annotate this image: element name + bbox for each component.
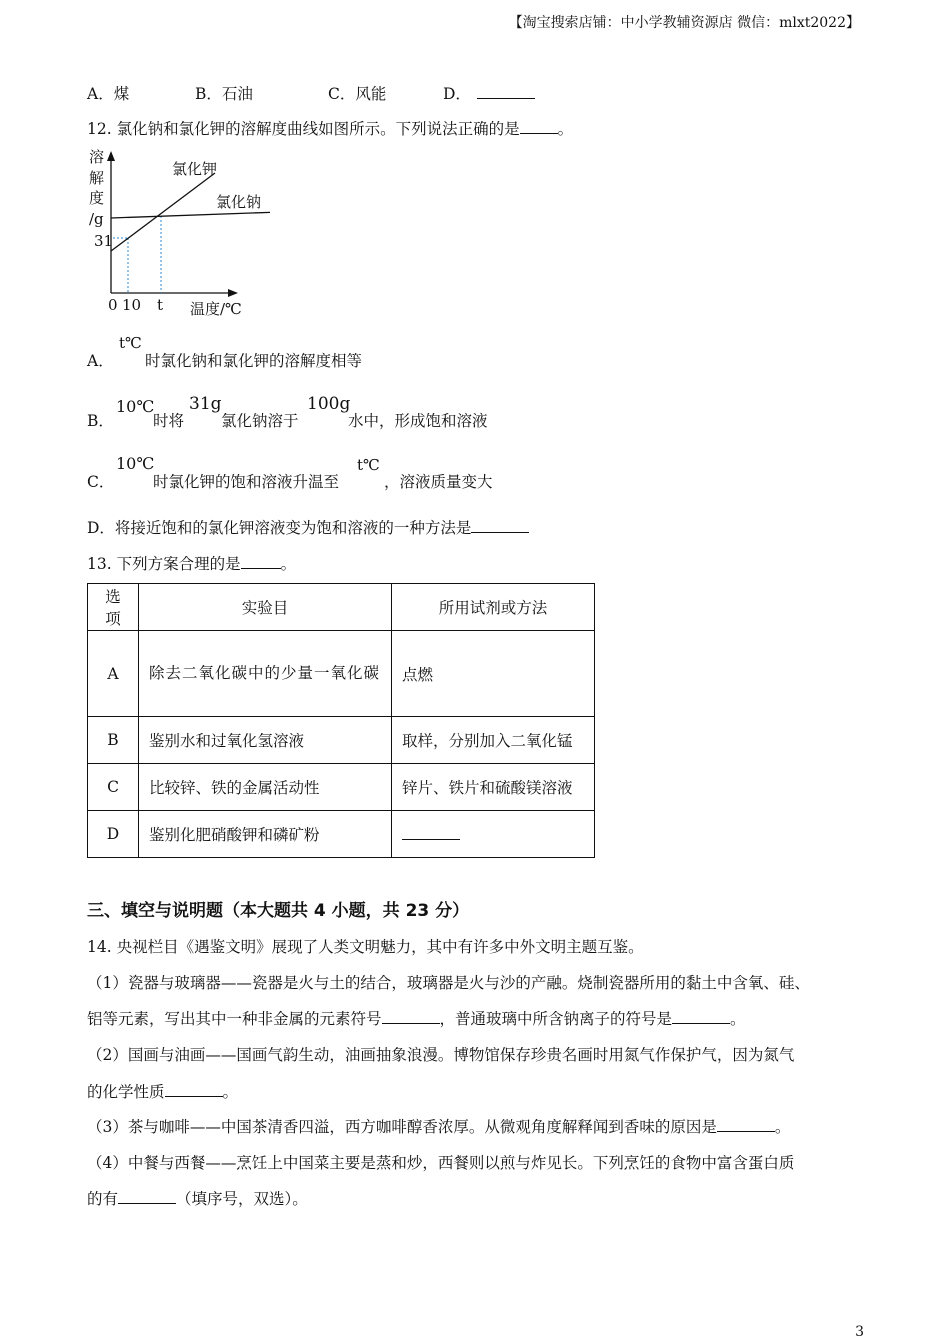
row-purpose: 鉴别水和过氧化氢溶液 [139,717,392,764]
q14-part2-line1: （2）国画与油画——国画气韵生动，油画抽象浪漫。博物馆保存珍贵名画时用氮气作保护气，因为氮气 [87,1046,795,1064]
q12-stem [87,117,573,139]
answer-blank [382,1008,440,1025]
q12-option-c-prefix: C． [87,473,115,491]
answer-blank [672,1008,730,1025]
ylabel-char-2: 解 [89,169,105,187]
answer-blank [471,517,529,534]
header-method: 所用试剂或方法 [392,584,595,631]
answer-blank [402,824,460,841]
q14-part2-text-a: 的化学性质 [87,1083,165,1101]
ylabel-char-3: 度 [89,189,105,207]
q11-option-b: B．石油 [195,85,253,103]
q12-option-a-text: 时氯化钠和氯化钾的溶解度相等 [145,352,363,370]
series-line-kcl [111,173,215,251]
q14-part1-line1: （1）瓷器与玻璃器——瓷器是火与土的结合，玻璃器是火与沙的产融。烧制瓷器所用的黏土中含氧、硅、 [87,974,810,992]
q12-option-b-water: 100g [307,394,351,414]
q13-table [87,583,595,858]
answer-blank [717,1116,775,1133]
q12-option-b-text3: 水中，形成饱和溶液 [348,412,488,430]
q12-option-d-text: D．将接近饱和的氯化钾溶液变为饱和溶液的一种方法是 [87,519,472,537]
q14-part3-text-b: 。 [774,1118,791,1136]
q11-option-c: C．风能 [328,85,387,103]
header-purpose: 实验目 [139,584,392,631]
page-header: 【淘宝搜索店铺：中小学教辅资源店 微信：mlxt2022】 [508,15,860,31]
q14-part3-text-a: （3）茶与咖啡——中国茶清香四溢，西方咖啡醇香浓厚。从微观角度解释闻到香味的原因是 [87,1118,717,1136]
q12-option-b-prefix: B． [87,412,114,430]
answer-blank [165,1081,223,1098]
q12-option-d [87,516,529,538]
q12-option-b-text1: 时将 [153,412,185,430]
q12-option-b-temp: 10℃ [116,397,155,416]
x-axis-arrow [228,289,238,297]
q12-stem-text: 12. 氯化钠和氯化钾的溶解度曲线如图所示。下列说法正确的是 [87,120,520,138]
q14-part2-line2 [87,1080,238,1102]
q12-option-b-text2: 氯化钠溶于 [221,412,299,430]
q14-part2-text-b: 。 [222,1083,239,1101]
q14-part3 [87,1115,790,1137]
q12-option-c-temp2: t℃ [357,456,380,474]
row-purpose: 鉴别化肥硝酸钾和磷矿粉 [139,811,392,858]
answer-blank [477,83,535,100]
row-method: 取样，分别加入二氧化锰 [392,717,595,764]
row-purpose: 比较锌、铁的金属活动性 [139,764,392,811]
table-row [88,631,595,717]
q12-option-c-temp1: 10℃ [116,454,155,473]
q14-part1-line2 [87,1007,746,1029]
q14-part4-line2 [87,1187,308,1209]
series-line-nacl [111,212,270,218]
x-axis-label: 温度/℃ [190,300,242,318]
table-row [88,764,595,811]
q14-part1-text-a: 铝等元素，写出其中一种非金属的元素符号 [87,1010,382,1028]
q14-part4-text-b: （填序号，双选）。 [176,1190,308,1208]
y-tick-31: 31 [94,232,114,250]
q12-option-c-text2: ，溶液质量变大 [384,473,493,491]
row-method: 点燃 [392,631,595,717]
table-row [88,717,595,764]
table-header-row [88,584,595,631]
q13-stem [87,552,296,574]
x-tick-origin: 0 [108,296,118,314]
row-purpose: 除去二氧化碳中的少量一氧化碳 [139,631,392,717]
q11-option-a: A．煤 [87,85,130,103]
ylabel-char-1: 溶 [89,148,105,166]
q13-stem-text: 13. 下列方案合理的是 [87,555,241,573]
x-tick-10: 10 [122,296,142,314]
q12-option-a-temp: t℃ [119,334,142,352]
row-option: C [88,764,139,811]
header-option: 选项 [88,584,139,631]
x-tick-t: t [157,296,164,314]
ylabel-char-4: /g [89,210,104,228]
q12-option-b-mass: 31g [189,394,222,414]
row-option: A [88,631,139,717]
section-title: 三、填空与说明题（本大题共 4 小题，共 23 分） [87,901,470,921]
row-option: D [88,811,139,858]
page-number: 3 [855,1324,864,1340]
answer-blank [520,118,558,135]
q11-option-d [443,82,535,104]
q12-option-c-text1: 时氯化钾的饱和溶液升温至 [153,473,340,491]
y-axis-arrow [107,151,115,161]
series-label-kcl: 氯化钾 [172,160,218,178]
answer-blank [118,1188,176,1205]
q13-stem-end: 。 [280,555,297,573]
answer-blank [241,553,281,570]
q14-part1-text-b: ，普通玻璃中所含钠离子的符号是 [439,1010,673,1028]
table-row [88,811,595,858]
q11-option-d-label: D． [443,85,471,103]
series-label-nacl: 氯化钠 [216,193,262,211]
q12-option-a-prefix: A． [87,352,114,370]
row-method [392,811,595,858]
q14-part4-text-a: 的有 [87,1190,119,1208]
row-method: 锌片、铁片和硫酸镁溶液 [392,764,595,811]
q12-stem-end: 。 [557,120,574,138]
row-option: B [88,717,139,764]
q14-part4-line1: （4）中餐与西餐——烹饪上中国菜主要是蒸和炒，西餐则以煎与炸见长。下列烹饪的食物中富含蛋白质 [87,1154,795,1172]
q14-part1-text-c: 。 [730,1010,746,1028]
solubility-chart [80,145,270,325]
q14-stem: 14. 央视栏目《遇鉴文明》展现了人类文明魅力，其中有许多中外文明主题互鉴。 [87,938,644,956]
